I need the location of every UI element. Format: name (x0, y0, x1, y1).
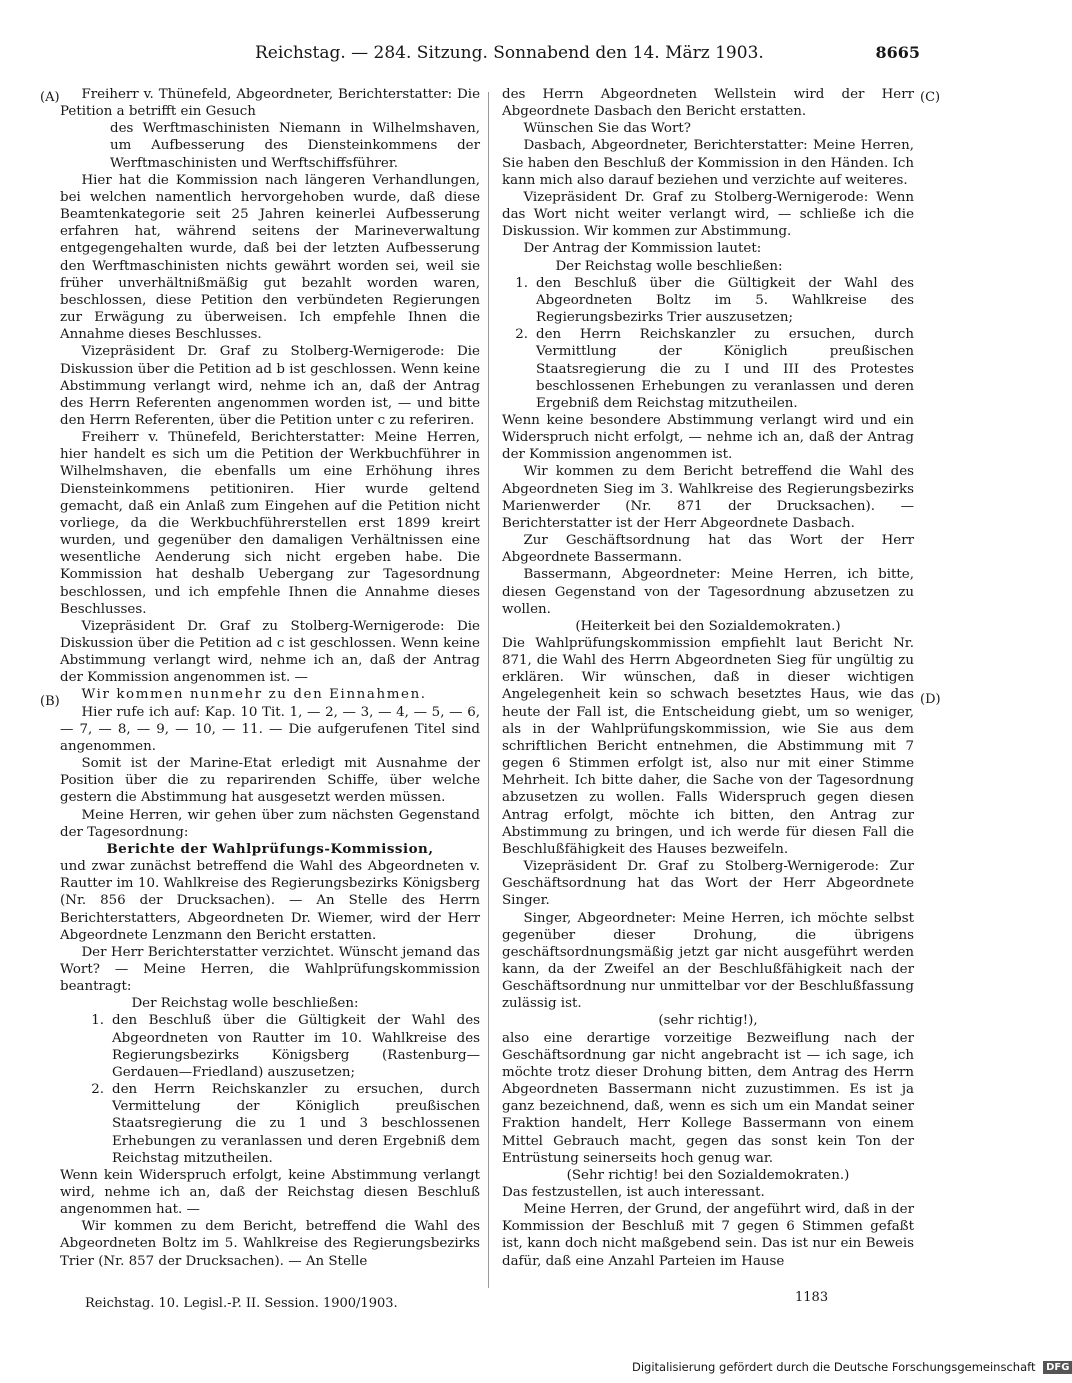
left-column (60, 86, 480, 1270)
list-number: 1. (515, 275, 528, 291)
right-column (502, 86, 914, 1270)
paragraph: Wünschen Sie das Wort? (523, 121, 691, 137)
paragraph: Freiherr v. Thünefeld, Berichterstatter: Meine Herren, hier handelt es sich um die Petition der Werkbuchführer in Wilhelmshaven, die ebenfalls um eine Erhöhung ihres Diensteinkommens petitioniren. Hier wurde geltend gemacht, daß ein Anlaß zum Eingehen auf die Petition nicht vorliege, da die Werkbuchführerstellen erst 1899 kreirt wurden, und gegenüber den damaligen Verhältnissen eine wesentliche Aenderung sich nicht ergeben habe. Die Kommission hat deshalb Uebergang zur Tagesordnung beschlossen, und ich empfehle Ihnen die Annahme dieses Beschlusses. (60, 430, 480, 617)
paragraph: Der Antrag der Kommission lautet: (523, 241, 762, 257)
paragraph: Hier hat die Kommission nach längeren Verhandlungen, bei welchen namentlich hervorgehoben wurde, daß diese Beamtenkategorie seit 25 Jahren keinerlei Aufbesserung erfahren hat, während seitens der Marineverwaltung entgegengehalten wurde, daß bei der letzten Aufbesserung den Werftmaschinisten nichts gewährt worden sei, weil sie früher unverhältnißmäßig gut bezahlt worden waren, beschlossen, diese Petition den verbündeten Regierungen zur Erwägung zu überweisen. Ich empfehle Ihnen die Annahme dieses Beschlusses. (60, 172, 480, 343)
paragraph: Wir kommen zu dem Bericht betreffend die Wahl des Abgeordneten Sieg im 3. Wahlkreise des Regierungsbezirks Marienwerder (Nr. 871 der Drucksachen). — Berichterstatter ist der Herr Abgeordnete Dasbach. (502, 464, 914, 531)
paragraph: Vizepräsident Dr. Graf zu Stolberg-Wernigerode: Wenn das Wort nicht weiter verlangt wird, — schließe ich die Diskussion. Wir kommen zur Abstimmung. (502, 189, 914, 240)
list-item (502, 275, 914, 326)
petition-quote: des Werftmaschinisten Niemann in Wilhelmshaven, um Aufbesserung des Diensteinkommens der Werftmaschinisten und Werftschiffsführer. (110, 121, 480, 171)
paragraph: Vizepräsident Dr. Graf zu Stolberg-Wernigerode: Die Diskussion über die Petition ad b ist geschlossen. Wenn keine Abstimmung verlangt wird, nehme ich an, daß der Antrag des Herrn Referenten angenommen worden ist, — und bitte den Herrn Referenten, über die Petition unter c zu referiren. (60, 344, 480, 428)
list-text: den Beschluß über die Gültigkeit der Wahl des Abgeordneten von Rautter im 10. Wahlkreise des Regierungsbezirks Königsberg (Rastenburg—Gerdauen—Friedland) auszusetzen; (112, 1013, 480, 1080)
paragraph: Meine Herren, der Grund, der angeführt wird, daß in der Kommission der Beschluß mit 7 gegen 6 Stimmen gefaßt ist, kann doch nicht maßgebend sein. Das ist nur ein Beweis dafür, daß eine Anzahl Parteien im Hause (502, 1202, 914, 1269)
list-text: den Herrn Reichskanzler zu ersuchen, durch Vermittlung der Königlich preußischen Staatsregierung die zu I und III des Protestes beschlossenen Erhebungen zu veranlassen und deren Ergebniß dem Reichstag mitzutheilen. (536, 327, 914, 411)
section-heading: Berichte der Wahlprüfungs-Kommission, (106, 840, 434, 857)
column-divider (488, 92, 489, 1288)
list-number: 2. (515, 327, 528, 343)
paragraph: und zwar zunächst betreffend die Wahl des Abgeordneten v. Rautter im 10. Wahlkreise des Regierungsbezirks Königsberg (Nr. 856 der Drucksachen). — An Stelle des Herrn Berichterstatters, Abgeordneten Dr. Wiemer, wird der Herr Abgeordnete Lenzmann den Bericht erstatten. (60, 859, 480, 943)
margin-marker-c: (C) (920, 90, 941, 105)
paragraph: Vizepräsident Dr. Graf zu Stolberg-Wernigerode: Zur Geschäftsordnung hat das Wort der Herr Abgeordnete Singer. (502, 859, 914, 909)
digitization-text: Digitalisierung gefördert durch die Deutsche Forschungsgemeinschaft (632, 1360, 1036, 1374)
list-number: 2. (91, 1082, 104, 1098)
resolution-list (502, 275, 914, 412)
list-number: 1. (91, 1013, 104, 1029)
list-text: den Beschluß über die Gültigkeit der Wahl des Abgeordneten Boltz im 5. Wahlkreise des Regierungsbezirks Trier auszusetzen; (536, 275, 914, 326)
list-text: den Herrn Reichskanzler zu ersuchen, durch Vermittelung der Königlich preußischen Staatsregierung die zu 1 und 3 beschlossenen Erhebungen zu veranlassen und deren Ergebniß dem Reichstag mitzutheilen. (112, 1082, 480, 1166)
paragraph: Meine Herren, wir gehen über zum nächsten Gegenstand der Tagesordnung: (60, 807, 480, 840)
paragraph: Der Herr Berichterstatter verzichtet. Wünscht jemand das Wort? — Meine Herren, die Wahlprüfungskommission beantragt: (60, 944, 480, 995)
paragraph: Wir kommen nunmehr zu den Einnahmen. (81, 687, 427, 703)
digitization-note (632, 1360, 1072, 1374)
paragraph: Wir kommen zu dem Bericht, betreffend die Wahl des Abgeordneten Boltz im 5. Wahlkreise des Regierungsbezirks Trier (Nr. 857 der Drucksachen). — An Stelle (60, 1219, 480, 1269)
dfg-logo-icon: DFG (1043, 1361, 1072, 1374)
paragraph: Vizepräsident Dr. Graf zu Stolberg-Wernigerode: Die Diskussion über die Petition ad c ist geschlossen. Wenn keine Abstimmung verlangt wird, nehme ich an, daß der Antrag der Kommission angenommen ist. — (60, 618, 480, 686)
margin-marker-d: (D) (920, 692, 941, 707)
interjection: (Sehr richtig! bei den Sozialdemokraten.) (566, 1167, 850, 1183)
margin-marker-b: (B) (40, 694, 60, 709)
footer-session: Reichstag. 10. Legisl.-P. II. Session. 1900/1903. (85, 1296, 398, 1311)
paragraph: Die Wahlprüfungskommission empfiehlt laut Bericht Nr. 871, die Wahl des Herrn Abgeordneten Sieg für ungültig zu erklären. Wir wünschen, daß in dieser wichtigen Angelegenheit kein so schwach besetztes Haus, wie das heute der Fall ist, die Entscheidung giebt, um so weniger, als in der Wahlprüfungskommission, wie Sie aus dem schriftlichen Bericht entnehmen, die Abstimmung mit 7 gegen 6 Stimmen erfolgt ist, also nur mit einer Stimme Mehrheit. Ich bitte daher, die Sache von der Tagesordnung abzusetzen zu wollen. Falls Widerspruch gegen diesen Antrag erfolgt, möchte ich bitten, den Antrag zur Abstimmung zu bringen, und ich werde für diesen Fall die Beschlußfähigkeit des Hauses bezweifeln. (502, 636, 914, 857)
resolution-list (60, 1012, 480, 1166)
margin-marker-a: (A) (40, 90, 60, 105)
page-header (40, 34, 920, 64)
interjection: (sehr richtig!), (658, 1013, 758, 1029)
resolution-intro: Der Reichstag wolle beschließen: (555, 258, 783, 274)
footer-sheet-number: 1183 (795, 1290, 829, 1305)
header-title: Reichstag. — 284. Sitzung. Sonnabend den 14. März 1903. (255, 43, 764, 63)
paragraph: Das festzustellen, ist auch interessant. (502, 1185, 765, 1200)
page-number: 8665 (875, 43, 920, 62)
paragraph: Somit ist der Marine-Etat erledigt mit Ausnahme der Position über die zu reparirenden Schiffe, über welche gestern die Abstimmung hat ausgesetzt werden müssen. (60, 756, 480, 806)
paragraph: also eine derartige vorzeitige Bezweiflung nach der Geschäftsordnung gar nicht angebracht ist — ich sage, ich möchte trotz dieser Drohung bitten, dem Antrag des Herrn Abgeordneten Bassermann nicht zuzustimmen. Es ist ja ganz bezeichnend, daß, wenn es sich um ein Mandat seiner Fraktion handelt, Herr Kollege Bassermann von einem Mittel Gebrauch macht, gegen das sonst kein Ton der Entrüstung seinerseits hoch genug war. (502, 1030, 914, 1166)
interjection: (Heiterkeit bei den Sozialdemokraten.) (575, 618, 841, 634)
list-item (60, 1081, 480, 1167)
list-item (502, 326, 914, 412)
list-item (60, 1012, 480, 1081)
resolution-intro: Der Reichstag wolle beschließen: (131, 996, 359, 1012)
paragraph: des Herrn Abgeordneten Wellstein wird der Herr Abgeordnete Dasbach den Bericht erstatten. (502, 87, 914, 120)
paragraph: Wenn kein Widerspruch erfolgt, keine Abstimmung verlangt wird, nehme ich an, daß der Reichstag diesen Beschluß angenommen hat. — (60, 1167, 480, 1218)
paragraph: Hier rufe ich auf: Kap. 10 Tit. 1, — 2, — 3, — 4, — 5, — 6, — 7, — 8, — 9, — 10, — 11. — Die aufgerufenen Titel sind angenommen. (60, 704, 480, 754)
paragraph: Zur Geschäftsordnung hat das Wort der Herr Abgeordnete Bassermann. (502, 533, 914, 566)
paragraph: Freiherr v. Thünefeld, Abgeordneter, Berichterstatter: Die Petition a betrifft ein Gesuch (60, 87, 480, 120)
paragraph: Singer, Abgeordneter: Meine Herren, ich möchte selbst gegenüber dieser Drohung, die übrigens geschäftsordnungsmäßig jetzt gar nicht ausgeführt werden kann, da der Zweifel an der Beschlußfähigkeit nach der Geschäftsordnung nur unmittelbar vor der Beschlußfassung zulässig ist. (502, 910, 914, 1012)
paragraph: Bassermann, Abgeordneter: Meine Herren, ich bitte, diesen Gegenstand von der Tagesordnung abzusetzen zu wollen. (502, 567, 914, 617)
paragraph: Dasbach, Abgeordneter, Berichterstatter: Meine Herren, Sie haben den Beschluß der Kommission in den Händen. Ich kann mich also darauf beziehen und verzichte auf weiteres. (502, 138, 914, 188)
paragraph: Wenn keine besondere Abstimmung verlangt wird und ein Widerspruch nicht erfolgt, — nehme ich an, daß der Antrag der Kommission angenommen ist. (502, 412, 914, 463)
